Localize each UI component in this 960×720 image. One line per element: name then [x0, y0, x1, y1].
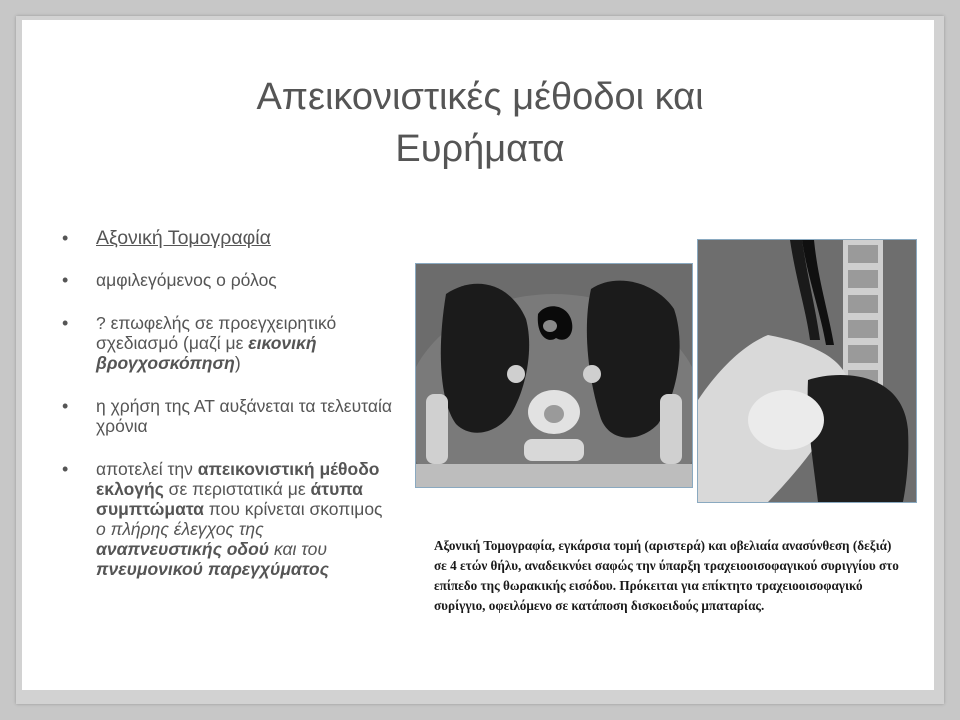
title-line-1: Απεικονιστικές μέθοδοι και: [256, 76, 704, 119]
ct-axial-image: [415, 263, 693, 488]
bullet-list: [62, 226, 392, 602]
bullet-2: • ? επωφελής σε προεγχειρητικό σχεδιασμό (μαζί με εικονική βρογχοσκόπηση): [62, 313, 392, 373]
slide-title: [0, 71, 960, 175]
figure-caption: Αξονική Τομογραφία, εγκάρσια τομή (αριστερά) και οβελιαία ανασύνθεση (δεξιά) σε 4 ετών θήλυ, αναδεικνύει σαφώς την ύπαρξη τραχειοοισοφαγικού συριγγίου στο επίπεδο της θωρακικής εισόδου. Πρόκειται για επίκτητο τραχειοοισοφαγικό συρίγγιο, οφειλόμενο σε κατάποση δισκοειδούς μπαταρίας.: [434, 538, 899, 613]
bullet-heading: • Αξονική Τομογραφία: [62, 226, 392, 250]
bullet-1: • αμφιλεγόμενος ο ρόλος: [62, 270, 392, 290]
bullet-3: • η χρήση της ΑΤ αυξάνεται τα τελευταία χρόνια: [62, 396, 392, 436]
ct-sagittal-image: [697, 239, 917, 503]
title-line-2: Ευρήματα: [395, 128, 565, 171]
bullet-4: • αποτελεί την απεικονιστική μέθοδο εκλογής σε περιστατικά με άτυπα συμπτώματα που κρίνεται σκοπιμος ο πλήρης έλεγχος της αναπνευστικής οδού και του πνευμονικού παρεγχύματος: [62, 459, 392, 579]
